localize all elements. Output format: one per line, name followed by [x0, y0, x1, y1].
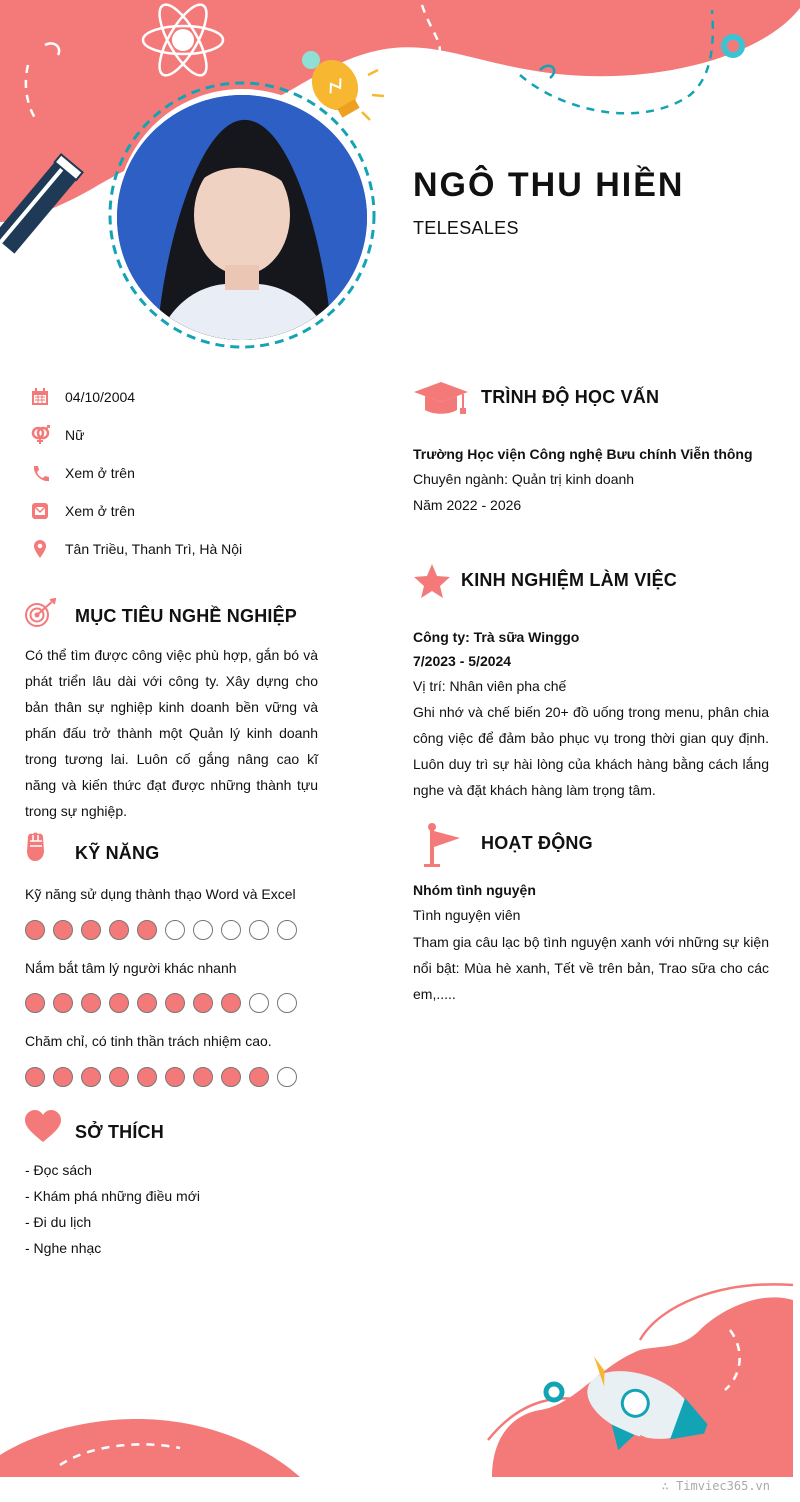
birthday-value: 04/10/2004 — [65, 389, 136, 405]
rating-dot-filled — [109, 1067, 129, 1087]
rating-dot-filled — [221, 1067, 241, 1087]
star-icon — [413, 563, 451, 599]
rating-dot-filled — [109, 920, 129, 940]
rating-dot-filled — [137, 920, 157, 940]
gender-icon — [30, 425, 50, 445]
objective-text: Có thể tìm được công việc phù hợp, gắn bó và phát triển lâu dài với công ty. Xây dựng cho bản thân sự nghiệp kinh doanh bền vững và phấn đấu trở thành một Quản lý kinh doanh trong tương lai. Luôn cố gắng nâng cao kĩ năng và kiến thức đạt được những thành tựu trong sự nghiệp. — [25, 647, 318, 819]
education-years: Năm 2022 - 2026 — [413, 497, 522, 513]
rating-dot-empty — [193, 920, 213, 940]
education-major: Chuyên ngành: Quản trị kinh doanh — [413, 471, 635, 487]
job-title: TELESALES — [413, 218, 519, 238]
contact-email — [30, 500, 135, 522]
rating-dot-empty — [221, 920, 241, 940]
hobby-item: - Đọc sách — [25, 1162, 92, 1178]
avatar — [117, 95, 367, 340]
education-school: Trường Học viện Công nghệ Bưu chính Viễn thông — [413, 446, 753, 462]
objective-title: MỤC TIÊU NGHỀ NGHIỆP — [75, 606, 298, 626]
phone-icon — [30, 463, 50, 483]
rating-dot-filled — [137, 993, 157, 1013]
experience-title: KINH NGHIỆM LÀM VIỆC — [461, 570, 678, 590]
email-icon — [30, 501, 50, 521]
activities-org: Nhóm tình nguyện — [413, 882, 536, 898]
rating-dot-filled — [137, 1067, 157, 1087]
rating-dot-filled — [193, 1067, 213, 1087]
calendar-icon — [30, 387, 50, 407]
rating-dot-empty — [249, 920, 269, 940]
rating-dot-filled — [221, 993, 241, 1013]
rating-dot-empty — [277, 920, 297, 940]
skill-rating — [25, 993, 297, 1013]
heart-icon — [24, 1110, 62, 1144]
skill-rating — [25, 920, 297, 940]
skills-title: KỸ NĂNG — [75, 843, 160, 863]
rating-dot-filled — [25, 1067, 45, 1087]
avatar-photo — [117, 95, 367, 340]
contact-gender — [30, 424, 84, 446]
rating-dot-filled — [249, 1067, 269, 1087]
rating-dot-filled — [25, 993, 45, 1013]
contact-birthday — [30, 386, 135, 408]
experience-description: Ghi nhớ và chế biến 20+ đồ uống trong menu, phân chia công việc để đảm bảo phục vụ trong thời gian quy định. Luôn duy trì sự hài lòng của khách hàng bằng cách lắng nghe và đặt khách hàng làm trọng tâm. — [413, 704, 769, 798]
flag-icon — [420, 823, 462, 869]
skill-label: Kỹ năng sử dụng thành thạo Word và Excel — [25, 886, 296, 902]
rating-dot-filled — [53, 1067, 73, 1087]
rating-dot-filled — [81, 920, 101, 940]
rating-dot-filled — [25, 920, 45, 940]
rating-dot-filled — [109, 993, 129, 1013]
hobbies-title: SỞ THÍCH — [75, 1122, 164, 1142]
rating-dot-empty — [165, 920, 185, 940]
fist-icon — [25, 831, 47, 863]
teal-ring-small-icon — [546, 1384, 562, 1400]
email-value: Xem ở trên — [65, 503, 135, 519]
rating-dot-empty — [249, 993, 269, 1013]
location-pin-icon — [30, 539, 50, 559]
skill-rating — [25, 1067, 297, 1087]
rating-dot-empty — [277, 993, 297, 1013]
rating-dot-filled — [165, 993, 185, 1013]
rating-dot-filled — [193, 993, 213, 1013]
rating-dot-filled — [53, 920, 73, 940]
graduation-cap-icon — [413, 380, 469, 416]
rating-dot-filled — [165, 1067, 185, 1087]
activities-role: Tình nguyện viên — [413, 907, 521, 923]
skill-label: Chăm chỉ, có tinh thần trách nhiệm cao. — [25, 1033, 272, 1049]
experience-period: 7/2023 - 5/2024 — [413, 653, 512, 669]
bottom-left-blob — [0, 1419, 300, 1477]
experience-company: Công ty: Trà sữa Winggo — [413, 629, 580, 645]
gender-value: Nữ — [65, 427, 85, 443]
phone-value: Xem ở trên — [65, 465, 135, 481]
contact-address — [30, 538, 242, 560]
activities-description: Tham gia câu lạc bộ tình nguyện xanh với những sự kiện nổi bật: Mùa hè xanh, Tết về trên bản, Trao sữa cho các em,..... — [413, 934, 769, 1002]
skill-label: Nắm bắt tâm lý người khác nhanh — [25, 960, 237, 976]
candidate-name: NGÔ THU HIỀN — [413, 166, 685, 204]
rating-dot-empty — [277, 1067, 297, 1087]
rating-dot-filled — [81, 1067, 101, 1087]
hobby-item: - Khám phá những điều mới — [25, 1188, 200, 1204]
target-icon — [24, 598, 58, 630]
education-title: TRÌNH ĐỘ HỌC VẤN — [481, 387, 660, 407]
rating-dot-filled — [81, 993, 101, 1013]
address-value: Tân Triều, Thanh Trì, Hà Nội — [65, 541, 243, 557]
rating-dot-filled — [53, 993, 73, 1013]
contact-phone — [30, 462, 135, 484]
watermark: ∴ Timviec365.vn — [661, 1479, 770, 1493]
hobby-item: - Đi du lịch — [25, 1214, 92, 1230]
hobby-item: - Nghe nhạc — [25, 1240, 102, 1256]
experience-position: Vị trí: Nhân viên pha chế — [413, 678, 567, 694]
activities-title: HOẠT ĐỘNG — [481, 833, 593, 853]
